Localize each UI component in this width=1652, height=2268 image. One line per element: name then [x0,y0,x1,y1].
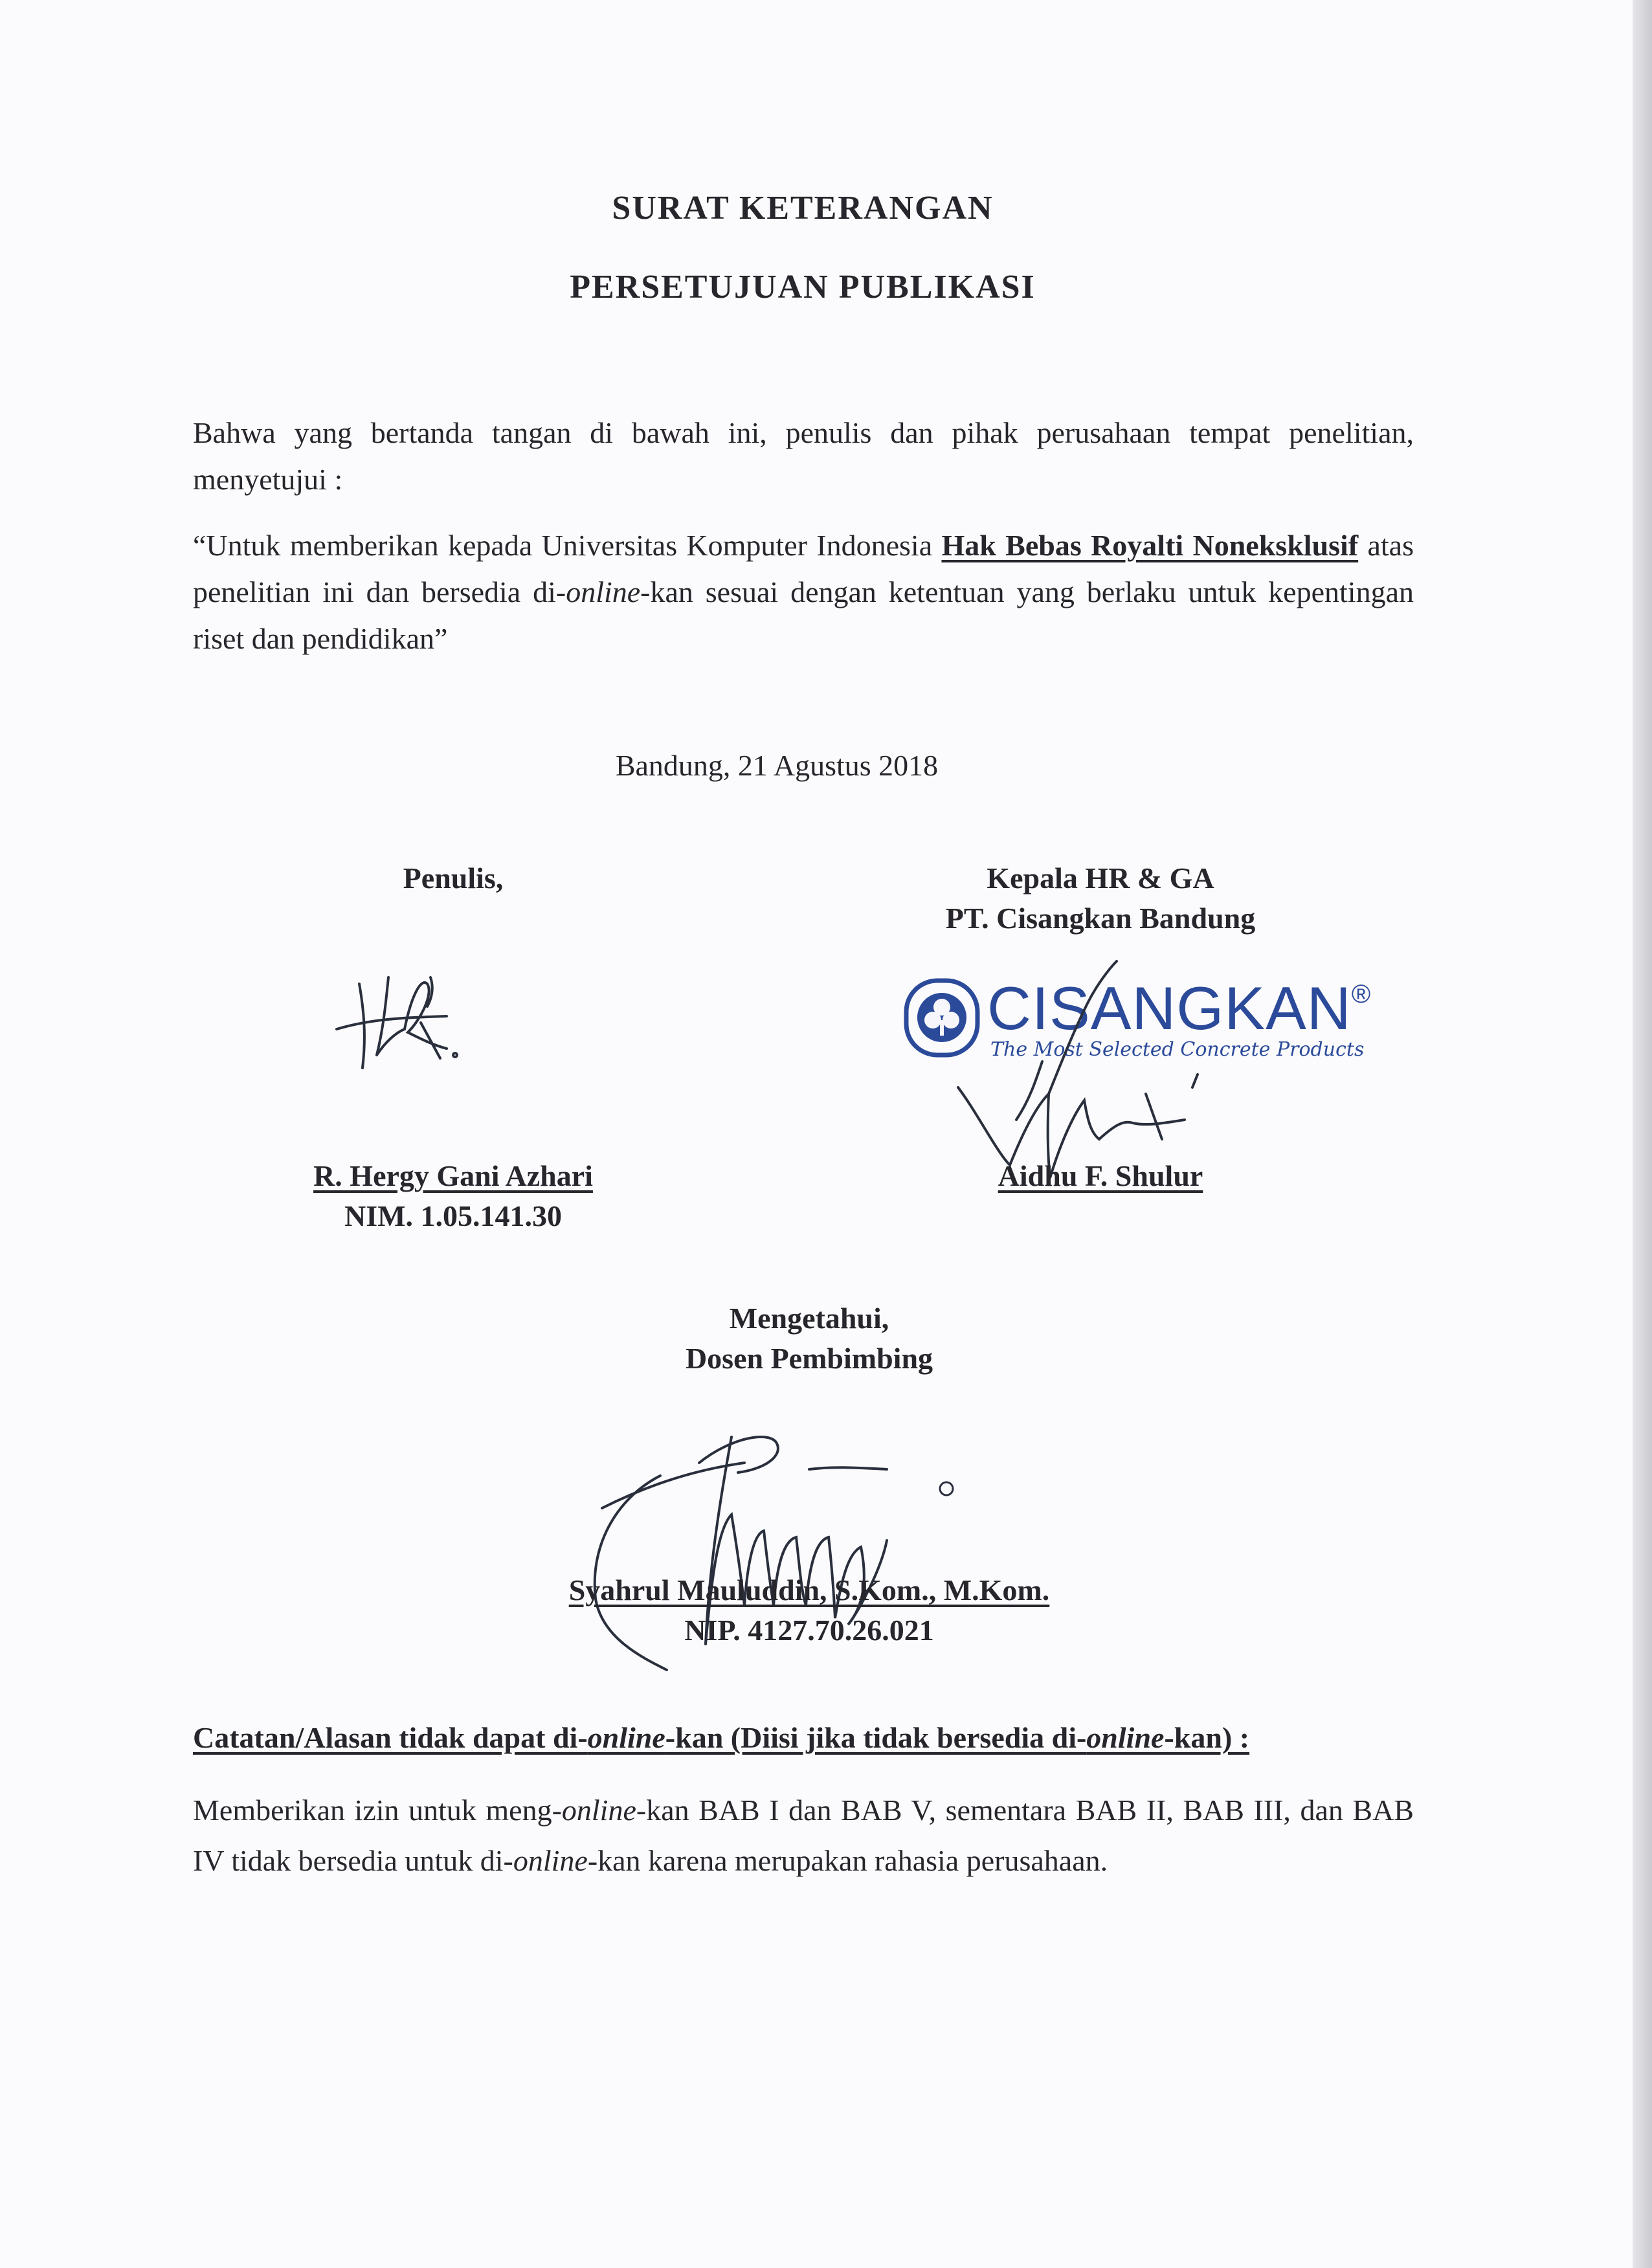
supervisor-role: Dosen Pembimbing [685,1342,933,1375]
quote-online: online [566,575,641,608]
writer-id: NIM. 1.05.141.30 [344,1199,563,1232]
logo-tagline: The Most Selected Concrete Products [990,1038,1365,1061]
notes-heading-online-1: online [587,1721,665,1754]
company-org: PT. Cisangkan Bandung [945,902,1256,935]
notes-heading-online-2: online [1086,1721,1165,1754]
logo-wordmark: CISANGKAN [987,974,1352,1042]
agreement-paragraph [193,522,1414,662]
date-line: Bandung, 21 Agustus 2018 [615,749,939,782]
intro-paragraph [193,410,1414,503]
notes-text-a: Memberikan izin untuk meng- [193,1794,562,1827]
notes-text [193,1785,1414,1886]
supervisor-label: Mengetahui, [729,1302,889,1335]
writer-signature [324,958,466,1074]
writer-role: Penulis, [403,862,504,895]
agreement-text [193,522,1414,662]
notes-paragraph [193,1785,1414,1886]
notes-heading-c: -kan (Diisi jika tidak bersedia di- [665,1721,1087,1754]
company-signer-name: Aidhu F. Shulur [998,1159,1203,1192]
notes-text-online-1: online [561,1794,636,1827]
supervisor-id: NIP. 4127.70.26.021 [684,1614,934,1647]
notes-text-e: -kan karena merupakan rahasia perusahaan. [587,1844,1108,1877]
document-subtitle: PERSETUJUAN PUBLIKASI [570,269,1036,306]
notes-heading [193,1720,1249,1755]
notes-text-online-2: online [513,1844,588,1877]
quote-start: “Untuk memberikan kepada Universitas Komputer Indonesia [193,529,942,562]
registered-mark: ® [1351,980,1372,1008]
document-title: SURAT KETERANGAN [612,190,994,227]
notes-heading-a: Catatan/Alasan tidak dapat di- [193,1721,588,1754]
notes-text-c: -kan BAB I dan BAB V, sementara BAB II, BAB III, dan BAB IV tidak bersedia untuk di- [193,1794,1414,1877]
supervisor-name: Syahrul Mauluddin, S.Kom., M.Kom. [568,1573,1050,1606]
notes-heading-e: -kan) : [1164,1721,1250,1754]
intro-text: Bahwa yang bertanda tangan di bawah ini, penulis dan pihak perusahaan tempat penelitian, menyetujui : [193,416,1414,496]
quote-mid: atas penelitian ini dan bersedia di- [193,529,1414,608]
writer-name: R. Hergy Gani Azhari [313,1159,593,1192]
royalty-term: Hak Bebas Royalti Noneksklusif [941,529,1359,562]
quote-end: -kan sesuai dengan ketentuan yang berlaku untuk kepentingan riset dan pendidikan” [193,575,1414,655]
company-role: Kepala HR & GA [987,862,1214,895]
